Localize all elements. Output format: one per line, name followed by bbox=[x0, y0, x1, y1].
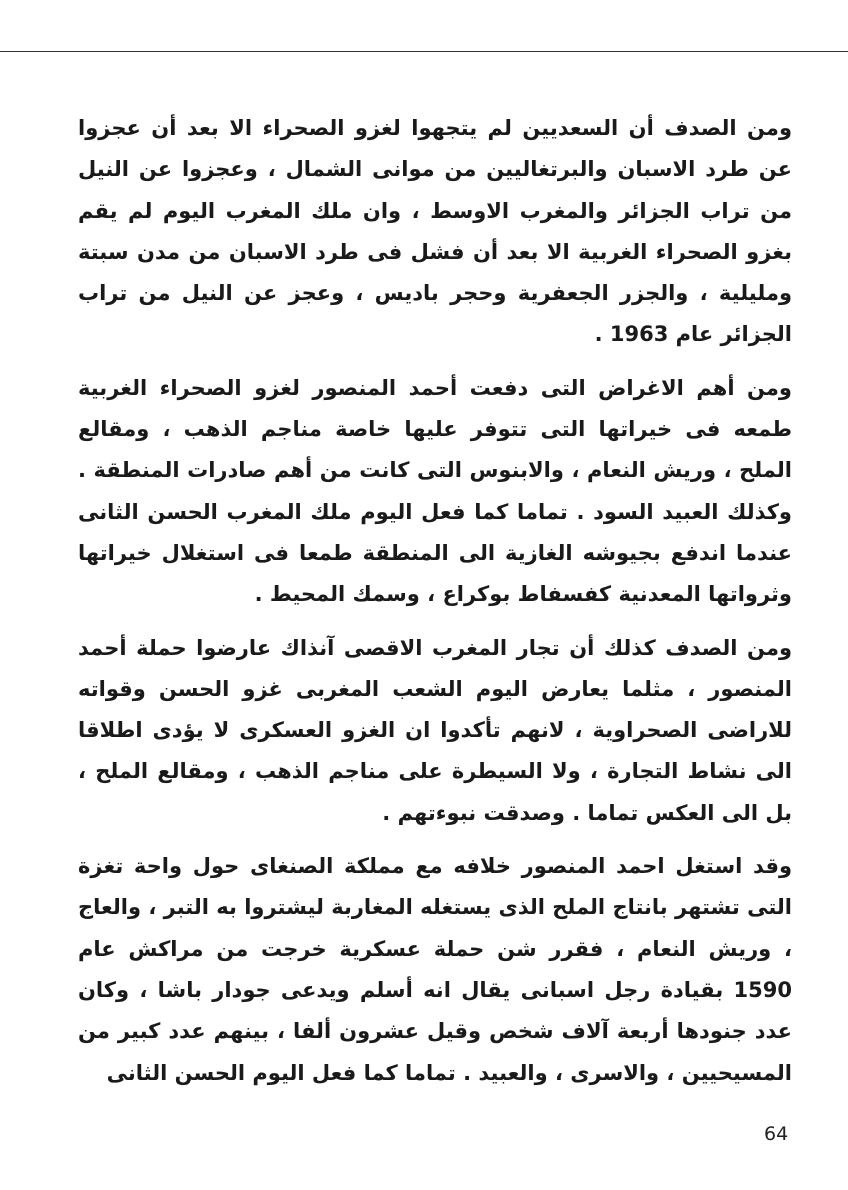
header-rule bbox=[0, 51, 848, 52]
page-body bbox=[78, 108, 792, 1106]
paragraph-2: ومن أهم الاغراض التى دفعت أحمد المنصور لغزو الصحراء الغربية طمعه فى خيراتها التى تتوفر عليها خاصة مناجم الذهب ، ومقالع الملح ، وريش النعام ، والابنوس التى كانت من أهم صادرات المنطقة . وكذلك العبيد السود . تماما كما فعل اليوم ملك المغرب الحسن الثانى عندما اندفع بجيوشه الغازية الى المنطقة طمعا فى استغلال خيراتها وثرواتها المعدنية كفسفاط بوكراع ، وسمك المحيط . bbox=[78, 375, 792, 607]
paragraph-4: وقد استغل احمد المنصور خلافه مع مملكة الصنغاى حول واحة تغزة التى تشتهر بانتاج الملح الذى يستغله المغاربة ليشتروا به التبر ، والعاج ، وريش النعام ، فقرر شن حملة عسكرية خرجت من مراكش عام 1590 بقيادة رجل اسبانى يقال انه أسلم ويدعى جودار باشا ، وكان عدد جنودها أربعة آلاف شخص وقيل عشرون ألفا ، بينهم عدد كبير من المسيحيين ، والاسرى ، والعبيد . تماما كما فعل اليوم الحسن الثانى bbox=[78, 854, 792, 1085]
paragraph-3: ومن الصدف كذلك أن تجار المغرب الاقصى آنذاك عارضوا حملة أحمد المنصور ، مثلما يعارض اليوم الشعب المغربى غزو الحسن وقواته للاراضى الصحراوية ، لانهم تأكدوا ان الغزو العسكرى لا يؤدى اطلاقا الى نشاط التجارة ، ولا السيطرة على مناجم الذهب ، ومقالع الملح ، بل الى العكس تماما . وصدقت نبوءتهم . bbox=[78, 635, 792, 825]
page-number: 64 bbox=[764, 1123, 789, 1145]
paragraph-1: ومن الصدف أن السعديين لم يتجهوا لغزو الصحراء الا بعد أن عجزوا عن طرد الاسبان والبرتغاليين من موانى الشمال ، وعجزوا عن النيل من تراب الجزائر والمغرب الاوسط ، وان ملك المغرب اليوم لم يقم بغزو الصحراء الغربية الا بعد أن فشل فى طرد الاسبان من مدن سبتة ومليلية ، والجزر الجعفرية وحجر باديس ، وعجز عن النيل من تراب الجزائر عام 1963 . bbox=[78, 116, 792, 347]
